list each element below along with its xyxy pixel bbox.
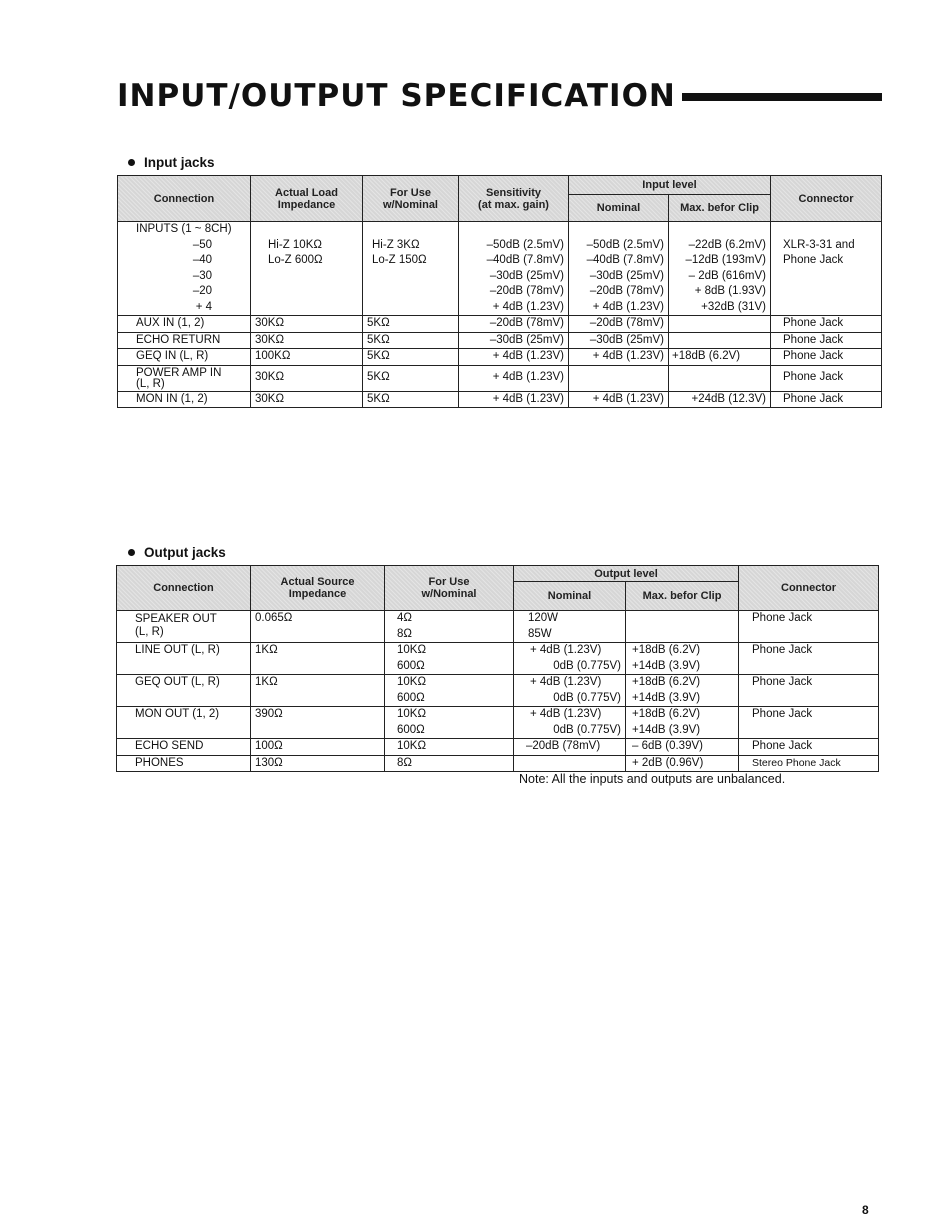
cell-nominal: 120W 85W [514, 611, 626, 643]
cell-nominal: + 4dB (1.23V) 0dB (0.775V) [514, 707, 626, 739]
col-header-connection: Connection [117, 566, 251, 611]
table-row [117, 611, 879, 643]
cell-for-use: 8Ω [385, 755, 514, 772]
cell-nominal: –50dB (2.5mV) –40dB (7.8mV) –30dB (25mV) –20dB (78mV) + 4dB (1.23V) [569, 222, 669, 316]
output-jacks-heading-text: Output jacks [144, 545, 226, 560]
output-jacks-table [116, 565, 879, 772]
cell-for-use: 5KΩ [363, 391, 459, 408]
cell-connector: Stereo Phone Jack [739, 755, 879, 772]
col-header-impedance: Actual Load Impedance [251, 176, 363, 222]
cell-connection: GEQ OUT (L, R) [117, 675, 251, 707]
cell-for-use: 5KΩ [363, 316, 459, 333]
table-row [118, 365, 882, 391]
cell-for-use: 4Ω 8Ω [385, 611, 514, 643]
cell-max-clip: + 2dB (0.96V) [626, 755, 739, 772]
table-row [118, 222, 882, 316]
table-row [118, 316, 882, 333]
cell-connection: INPUTS (1 ~ 8CH) –50 –40 –30 –20 + 4 [118, 222, 251, 316]
cell-connector: Phone Jack [739, 739, 879, 756]
cell-max-clip [669, 332, 771, 349]
cell-connection: GEQ IN (L, R) [118, 349, 251, 366]
cell-connector: Phone Jack [739, 643, 879, 675]
col-header-connector: Connector [739, 566, 879, 611]
cell-impedance: 30KΩ [251, 365, 363, 391]
page-number: 8 [862, 1203, 869, 1217]
cell-max-clip: +18dB (6.2V) [669, 349, 771, 366]
table-row [117, 643, 879, 675]
cell-impedance: 30KΩ [251, 316, 363, 333]
col-header-impedance: Actual Source Impedance [251, 566, 385, 611]
cell-sensitivity: –50dB (2.5mV) –40dB (7.8mV) –30dB (25mV) –20dB (78mV) + 4dB (1.23V) [459, 222, 569, 316]
table-row [117, 755, 879, 772]
cell-for-use: 5KΩ [363, 332, 459, 349]
table-row [117, 739, 879, 756]
cell-for-use: 5KΩ [363, 365, 459, 391]
cell-impedance: 390Ω [251, 707, 385, 739]
cell-nominal: –30dB (25mV) [569, 332, 669, 349]
cell-sensitivity: + 4dB (1.23V) [459, 349, 569, 366]
cell-nominal: + 4dB (1.23V) [569, 349, 669, 366]
cell-connector: Phone Jack [771, 391, 882, 408]
bullet-icon [128, 549, 135, 556]
cell-connection: ECHO SEND [117, 739, 251, 756]
table-row [117, 707, 879, 739]
cell-for-use: 10KΩ 600Ω [385, 643, 514, 675]
cell-max-clip: +18dB (6.2V) +14dB (3.9V) [626, 707, 739, 739]
table-row [118, 391, 882, 408]
cell-for-use: Hi-Z 3KΩ Lo-Z 150Ω [363, 222, 459, 316]
cell-sensitivity: + 4dB (1.23V) [459, 391, 569, 408]
col-header-nominal: Nominal [514, 582, 626, 611]
cell-impedance: 1KΩ [251, 643, 385, 675]
cell-max-clip: –22dB (6.2mV) –12dB (193mV) – 2dB (616mV) + 8dB (1.93V) +32dB (31V) [669, 222, 771, 316]
cell-impedance: 30KΩ [251, 391, 363, 408]
cell-max-clip: +18dB (6.2V) +14dB (3.9V) [626, 643, 739, 675]
table-row [117, 675, 879, 707]
cell-connection: ECHO RETURN [118, 332, 251, 349]
col-header-output-level: Output level [514, 566, 739, 582]
col-header-for-use: For Use w/Nominal [385, 566, 514, 611]
cell-nominal: + 4dB (1.23V) 0dB (0.775V) [514, 675, 626, 707]
cell-impedance: 30KΩ [251, 332, 363, 349]
cell-sensitivity: –20dB (78mV) [459, 316, 569, 333]
cell-connector: Phone Jack [771, 349, 882, 366]
cell-for-use: 5KΩ [363, 349, 459, 366]
cell-connection: PHONES [117, 755, 251, 772]
cell-for-use: 10KΩ 600Ω [385, 675, 514, 707]
input-jacks-heading-text: Input jacks [144, 155, 215, 170]
cell-nominal: –20dB (78mV) [514, 739, 626, 756]
cell-connector: Phone Jack [739, 611, 879, 643]
col-header-input-level: Input level [569, 176, 771, 195]
cell-connector: Phone Jack [739, 707, 879, 739]
cell-connection: AUX IN (1, 2) [118, 316, 251, 333]
cell-connection: MON IN (1, 2) [118, 391, 251, 408]
cell-sensitivity: + 4dB (1.23V) [459, 365, 569, 391]
cell-impedance: Hi-Z 10KΩ Lo-Z 600Ω [251, 222, 363, 316]
cell-nominal [569, 365, 669, 391]
output-jacks-heading [128, 545, 226, 560]
cell-connection: MON OUT (1, 2) [117, 707, 251, 739]
cell-nominal [514, 755, 626, 772]
col-header-max-clip: Max. befor Clip [669, 195, 771, 222]
footnote: Note: All the inputs and outputs are unbalanced. [519, 772, 786, 786]
cell-connector: Phone Jack [771, 316, 882, 333]
cell-nominal: + 4dB (1.23V) [569, 391, 669, 408]
cell-connector: Phone Jack [771, 365, 882, 391]
cell-connector: XLR-3-31 and Phone Jack [771, 222, 882, 316]
cell-connection: SPEAKER OUT (L, R) [117, 611, 251, 643]
cell-connector: Phone Jack [739, 675, 879, 707]
cell-max-clip [626, 611, 739, 643]
col-header-connection: Connection [118, 176, 251, 222]
cell-for-use: 10KΩ [385, 739, 514, 756]
cell-impedance: 1KΩ [251, 675, 385, 707]
page-title: INPUT/OUTPUT SPECIFICATION [117, 78, 676, 114]
col-header-sensitivity: Sensitivity (at max. gain) [459, 176, 569, 222]
cell-max-clip: +24dB (12.3V) [669, 391, 771, 408]
cell-max-clip [669, 316, 771, 333]
cell-connector: Phone Jack [771, 332, 882, 349]
cell-max-clip: +18dB (6.2V) +14dB (3.9V) [626, 675, 739, 707]
col-header-for-use: For Use w/Nominal [363, 176, 459, 222]
cell-sensitivity: –30dB (25mV) [459, 332, 569, 349]
cell-for-use: 10KΩ 600Ω [385, 707, 514, 739]
col-header-nominal: Nominal [569, 195, 669, 222]
cell-impedance: 0.065Ω [251, 611, 385, 643]
cell-impedance: 130Ω [251, 755, 385, 772]
input-jacks-heading [128, 155, 215, 170]
cell-max-clip: – 6dB (0.39V) [626, 739, 739, 756]
input-jacks-table [117, 175, 882, 408]
cell-nominal: + 4dB (1.23V) 0dB (0.775V) [514, 643, 626, 675]
table-row [118, 349, 882, 366]
cell-max-clip [669, 365, 771, 391]
title-rule [682, 93, 882, 101]
col-header-connector: Connector [771, 176, 882, 222]
cell-nominal: –20dB (78mV) [569, 316, 669, 333]
cell-connection: POWER AMP IN (L, R) [118, 365, 251, 391]
table-row [118, 332, 882, 349]
cell-connection: LINE OUT (L, R) [117, 643, 251, 675]
cell-impedance: 100Ω [251, 739, 385, 756]
title-row [117, 76, 882, 116]
col-header-max-clip: Max. befor Clip [626, 582, 739, 611]
bullet-icon [128, 159, 135, 166]
cell-impedance: 100KΩ [251, 349, 363, 366]
